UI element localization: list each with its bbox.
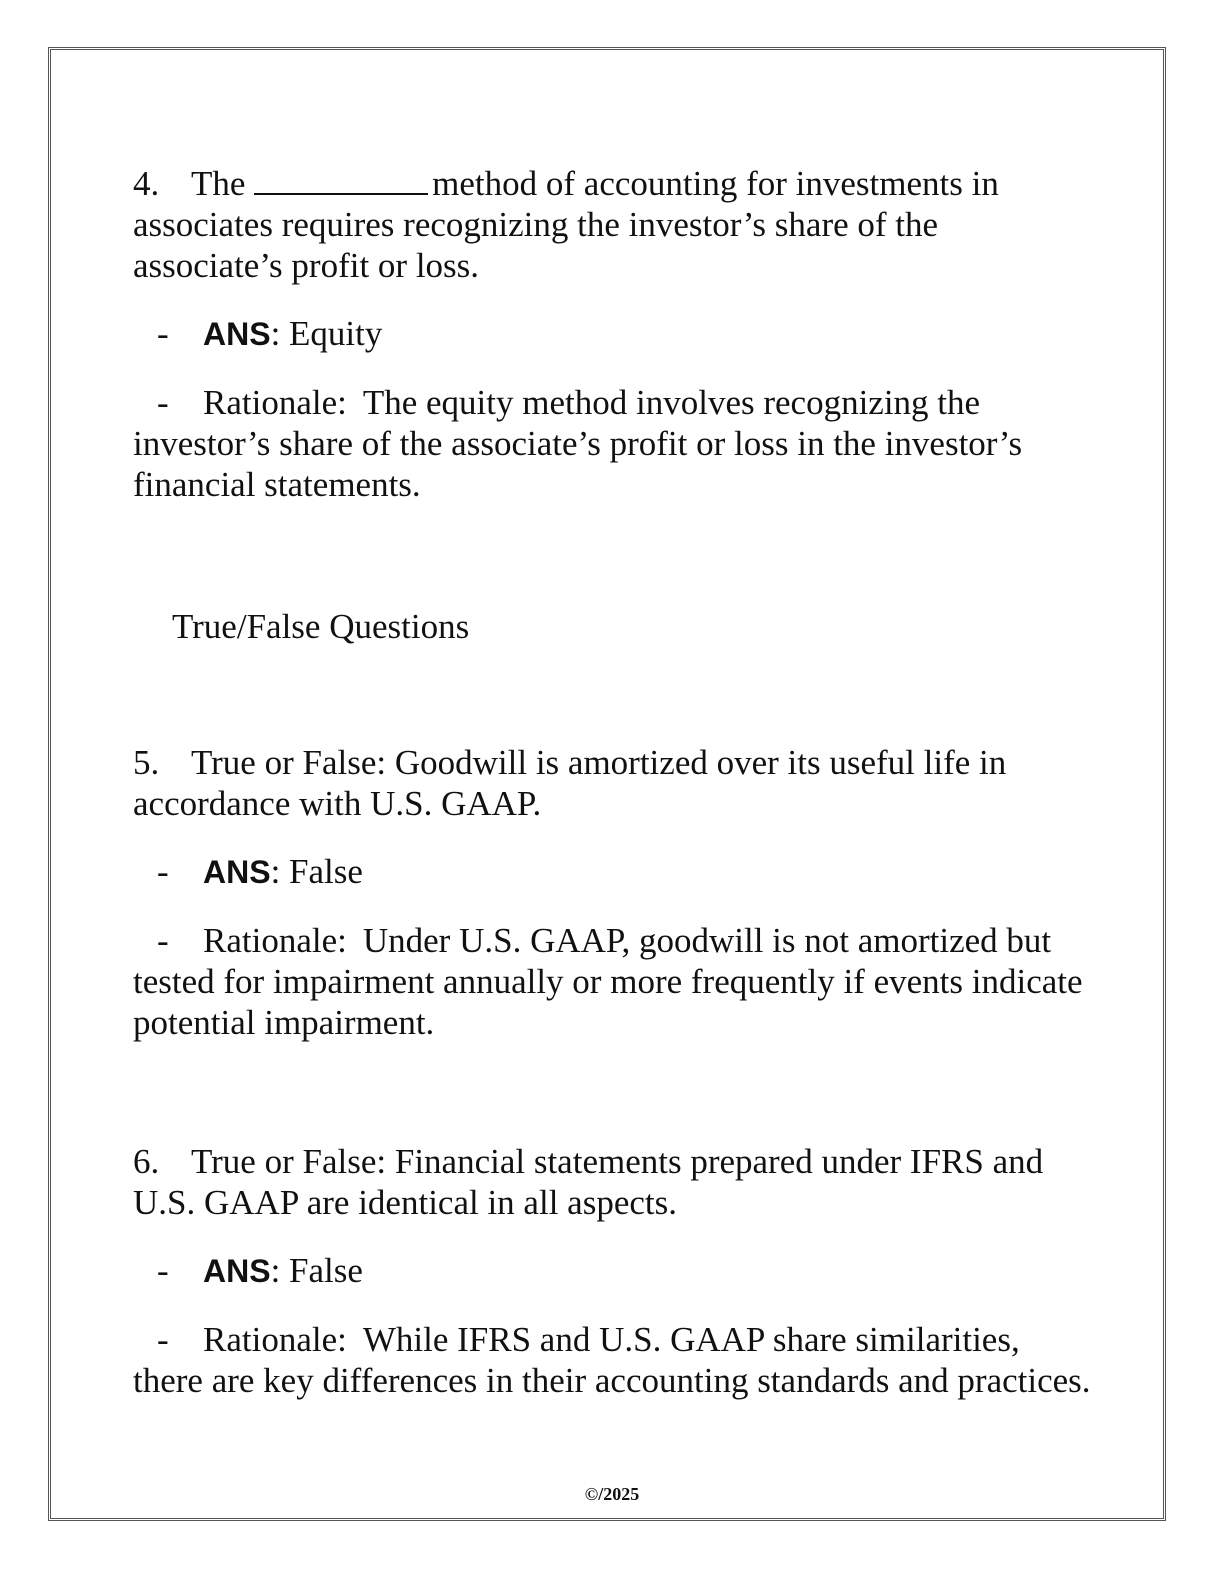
- rationale: [133, 382, 1093, 505]
- question-stem-start: The: [191, 164, 246, 203]
- answer-label: ANS: [203, 316, 271, 352]
- rationale-label: Rationale:: [203, 383, 347, 422]
- question-stem: True or False: Financial statements prepared under IFRS and U.S. GAAP are identical in all aspects.: [133, 1142, 1044, 1222]
- answer-dash: -: [157, 1251, 169, 1290]
- question-number: 4.: [133, 164, 160, 203]
- rationale-text: The equity method involves recognizing the investor’s share of the associate’s profit or loss in the investor’s financial statements.: [133, 383, 1023, 504]
- question-number: 6.: [133, 1142, 160, 1181]
- rationale-text: Under U.S. GAAP, goodwill is not amortized but tested for impairment annually or more frequently if events indicate potential impairment.: [133, 921, 1083, 1042]
- rationale-label: Rationale:: [203, 1320, 347, 1359]
- question-stem: True or False: Goodwill is amortized over its useful life in accordance with U.S. GAAP.: [133, 743, 1007, 823]
- answer-label: ANS: [203, 854, 271, 890]
- page-footer: ©/2025: [584, 1484, 640, 1504]
- answer-line: [133, 313, 1093, 355]
- question-number: 5.: [133, 743, 160, 782]
- section-title: True/False Questions: [172, 607, 470, 646]
- question-6-stem: [133, 1141, 1093, 1223]
- question-4: [133, 163, 1093, 505]
- answer-value: : Equity: [270, 314, 383, 353]
- fill-in-blank: [254, 165, 428, 195]
- answer-line: [133, 851, 1093, 893]
- question-5-stem: [133, 742, 1093, 824]
- question-stem-end: method of accounting for investments in associates requires recognizing the investor’s share of the associate’s profit or loss.: [133, 164, 999, 285]
- rationale-label: Rationale:: [203, 921, 347, 960]
- rationale-dash: -: [157, 921, 169, 960]
- question-5: [133, 742, 1093, 1043]
- rationale-dash: -: [157, 383, 169, 422]
- question-6: [133, 1141, 1093, 1401]
- answer-label: ANS: [203, 1253, 271, 1289]
- rationale: [133, 1319, 1093, 1401]
- question-4-stem: [133, 163, 1093, 286]
- answer-dash: -: [157, 314, 169, 353]
- rationale-text: While IFRS and U.S. GAAP share similarities, there are key differences in their accounting standards and practices.: [133, 1320, 1091, 1400]
- answer-value: : False: [270, 1251, 363, 1290]
- answer-dash: -: [157, 852, 169, 891]
- rationale: [133, 920, 1093, 1043]
- answer-line: [133, 1250, 1093, 1292]
- rationale-dash: -: [157, 1320, 169, 1359]
- answer-value: : False: [270, 852, 363, 891]
